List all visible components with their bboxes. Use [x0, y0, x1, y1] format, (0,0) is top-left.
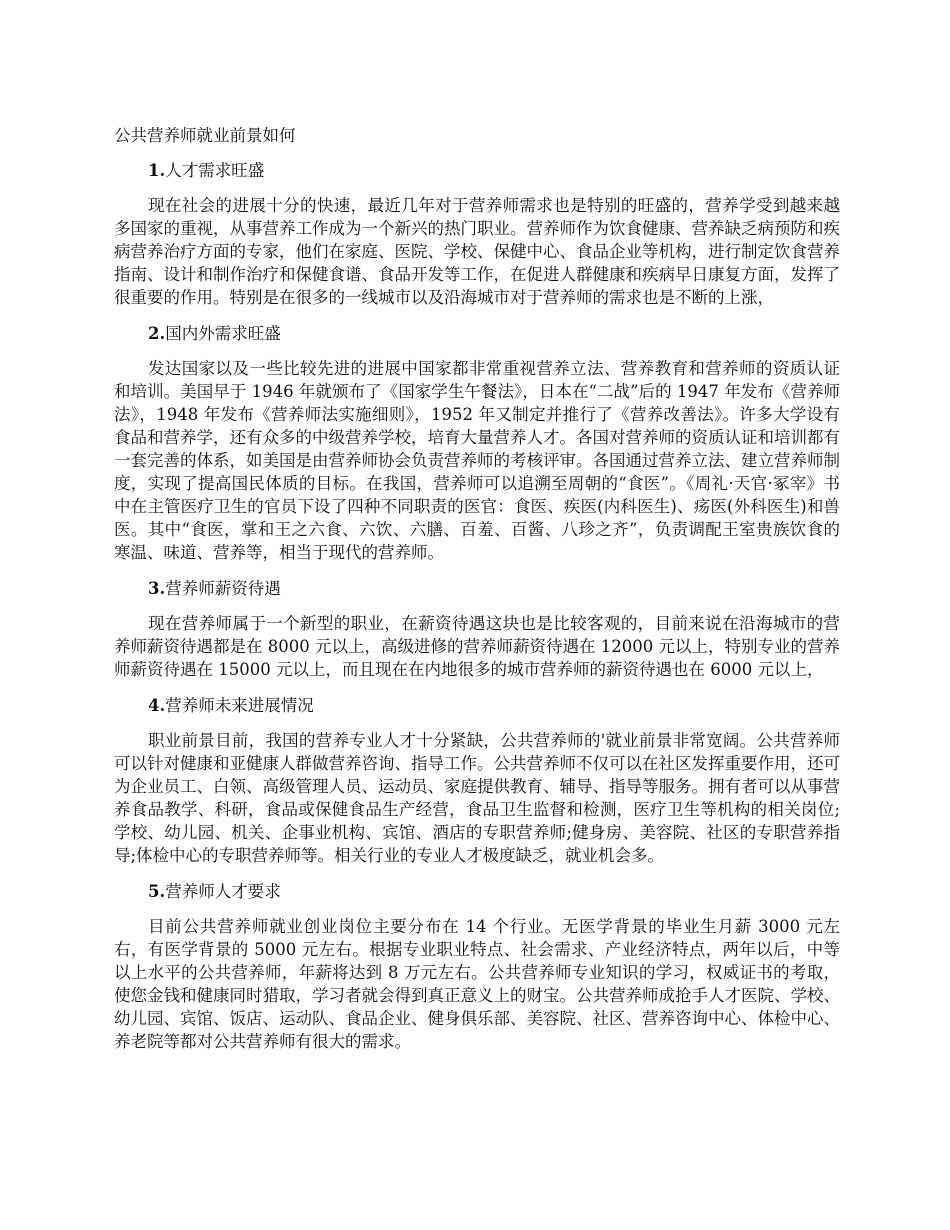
- section-1: [114, 159, 840, 309]
- section-number: 5.: [148, 882, 166, 901]
- section-4: [114, 694, 840, 867]
- section-number: 1.: [148, 161, 166, 180]
- section-heading-text: 营养师未来进展情况: [165, 696, 314, 715]
- document-title: 公共营养师就业前景如何: [114, 126, 296, 145]
- section-heading: [114, 159, 840, 182]
- section-heading: [114, 577, 840, 600]
- section-body: 职业前景目前，我国的营养专业人才十分紧缺，公共营养师的'就业前景非常宽阔。公共营养师可以针对健康和亚健康人群做营养咨询、指导工作。公共营养师不仅可以在社区发挥重要作用，还可为企业员工、白领、高级管理人员、运动员、家庭提供教育、辅导、指导等服务。拥有者可以从事营养食品教学、科研，食品或保健食品生产经营，食品卫生监督和检测，医疗卫生等机构的相关岗位;学校、幼儿园、机关、企事业机构、宾馆、酒店的专职营养师;健身房、美容院、社区的专职营养指导;体检中心的专职营养师等。相关行业的专业人才极度缺乏，就业机会多。: [114, 731, 840, 865]
- section-heading: [114, 694, 840, 717]
- section-number: 3.: [148, 579, 166, 598]
- section-heading-text: 国内外需求旺盛: [165, 324, 281, 343]
- section-body: 现在社会的进展十分的快速，最近几年对于营养师需求也是特别的旺盛的，营养学受到越来越多国家的重视，从事营养工作成为一个新兴的热门职业。营养师作为饮食健康、营养缺乏病预防和疾病营养治疗方面的专家，他们在家庭、医院、学校、保健中心、食品企业等机构，进行制定饮食营养指南、设计和制作治疗和保健食谱、食品开发等工作，在促进人群健康和疾病早日康复方面，发挥了很重要的作用。特别是在很多的一线城市以及沿海城市对于营养师的需求也是不断的上涨，: [114, 196, 840, 307]
- section-heading-text: 人才需求旺盛: [165, 161, 265, 180]
- section-heading-text: 营养师薪资待遇: [165, 579, 281, 598]
- section-number: 4.: [148, 696, 166, 715]
- section-5: [114, 880, 840, 1053]
- section-body: 目前公共营养师就业创业岗位主要分布在 14 个行业。无医学背景的毕业生月薪 3000 元左右，有医学背景的 5000 元左右。根据专业职业特点、社会需求、产业经济特点，两年以后，中等以上水平的公共营养师，年薪将达到 8 万元左右。公共营养师专业知识的学习，权威证书的考取，使您金钱和健康同时猎取，学习者就会得到真正意义上的财宝。公共营养师成抢手人才医院、学校、幼儿园、宾馆、饭店、运动队、食品企业、健身俱乐部、美容院、社区、营养咨询中心、体检中心、养老院等都对公共营养师有很大的需求。: [114, 917, 840, 1051]
- section-number: 2.: [148, 324, 166, 343]
- section-body: 发达国家以及一些比较先进的进展中国家都非常重视营养立法、营养教育和营养师的资质认证和培训。美国早于 1946 年就颁布了《国家学生午餐法》，日本在“二战”后的 1947 年发布《营养师法》，1948 年发布《营养师法实施细则》，1952 年又制定并推行了《营养改善法》。许多大学设有食品和营养学，还有众多的中级营养学校，培育大量营养人才。各国对营养师的资质认证和培训都有一套完善的体系，如美国是由营养师协会负责营养师的考核评审。各国通过营养立法、建立营养师制度，实现了提高国民体质的目标。在我国，营养师可以追溯至周朝的“食医”。《周礼·天官·冢宰》书中在主管医疗卫生的官员下设了四种不同职责的医官：食医、疾医(内科医生)、疡医(外科医生)和兽医。其中“食医，掌和王之六食、六饮、六膳、百羞、百酱、八珍之齐”，负责调配王室贵族饮食的寒温、味道、营养等，相当于现代的营养师。: [114, 359, 840, 562]
- document-page: [114, 124, 840, 1066]
- section-body: 现在营养师属于一个新型的职业，在薪资待遇这块也是比较客观的，目前来说在沿海城市的营养师薪资待遇都是在 8000 元以上，高级进修的营养师薪资待遇在 12000 元以上，特别专业的营养师薪资待遇在 15000 元以上，而且现在在内地很多的城市营养师的薪资待遇也在 6000 元以上，: [114, 614, 840, 679]
- section-2: [114, 322, 840, 564]
- section-3: [114, 577, 840, 681]
- section-heading-text: 营养师人才要求: [165, 882, 281, 901]
- section-heading: [114, 880, 840, 903]
- section-heading: [114, 322, 840, 345]
